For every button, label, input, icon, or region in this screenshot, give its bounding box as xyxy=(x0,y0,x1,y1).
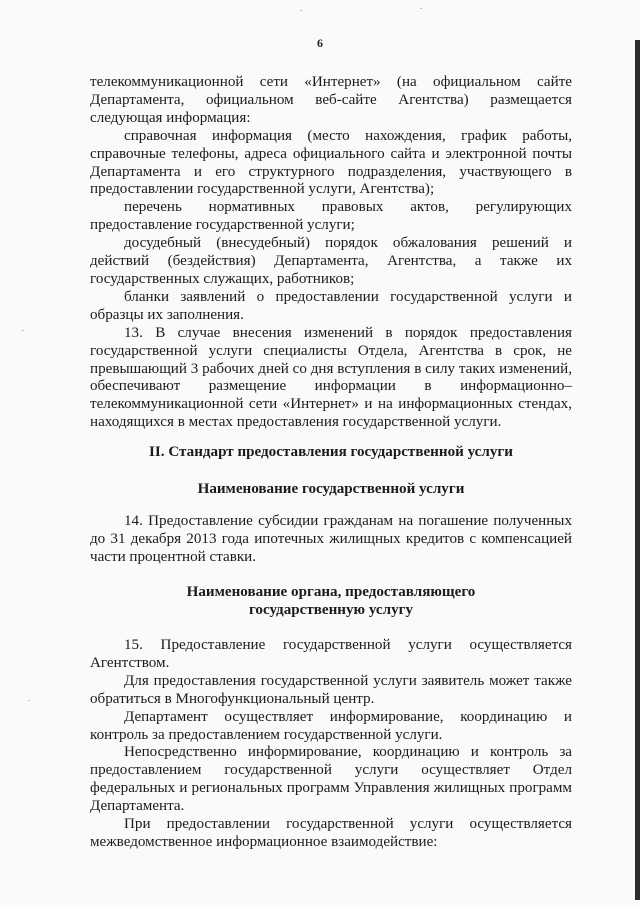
page-number: 6 xyxy=(317,36,323,50)
scan-speck xyxy=(22,330,24,331)
heading-line: Наименование органа, предоставляющего xyxy=(186,584,476,600)
paragraph: бланки заявлений о предоставлении государственной услуги и образцы их заполнения. xyxy=(90,288,572,323)
section-heading: II. Стандарт предоставления государственной услуги xyxy=(149,444,513,460)
heading-line: государственную услугу xyxy=(248,602,414,618)
scan-edge-shadow xyxy=(635,40,640,900)
paragraph: Для предоставления государственной услуги заявитель может также обратиться в Многофункциональный центр. xyxy=(90,672,572,707)
paragraph: 14. Предоставление субсидии гражданам на погашение полученных до 31 декабря 2013 года ипотечных жилищных кредитов с компенсацией части процентной ставки. xyxy=(90,513,572,565)
body-block-3 xyxy=(90,637,572,852)
scan-speck xyxy=(28,700,30,701)
scan-speck xyxy=(420,8,422,9)
subsection-heading xyxy=(90,583,572,619)
paragraph: справочная информация (место нахождения, график работы, справочные телефоны, адреса официального сайта и электронной почты Департамента и его структурного подразделения, участвующего в предоставлении государственной услуги, Агентства); xyxy=(90,127,572,198)
paragraph: перечень нормативных правовых актов, регулирующих предоставление государственной услуги; xyxy=(90,199,572,234)
body-block-1 xyxy=(90,74,572,432)
paragraph: Департамент осуществляет информирование, координацию и контроль за предоставлением государственной услуги. xyxy=(90,708,572,743)
paragraph: 15. Предоставление государственной услуги осуществляется Агентством. xyxy=(90,637,572,671)
paragraph: 13. В случае внесения изменений в порядок предоставления государственной услуги специалисты Отдела, Агентства в срок, не превышающий 3 рабочих дней со дня вступления в силу таких изменений, обеспечивают размещение информации в информационно–телекоммуникационной сети «Интернет» и на информационных стендах, находящихся в местах предоставления государственной услуги. xyxy=(90,324,572,431)
paragraph: При предоставлении государственной услуги осуществляется межведомственное информационное взаимодействие: xyxy=(90,816,572,850)
subsection-heading: Наименование государственной услуги xyxy=(197,481,465,497)
paragraph: телекоммуникационной сети «Интернет» (на официальном сайте Департамента, официальном веб-сайте Агентства) размещается следующая информация: xyxy=(90,74,572,126)
scan-speck xyxy=(300,10,302,11)
body-block-2 xyxy=(90,513,572,567)
paragraph: досудебный (внесудебный) порядок обжалования решений и действий (бездействия) Департамента, Агентства, а также их государственных служащих, работников; xyxy=(90,235,572,287)
paragraph: Непосредственно информирование, координацию и контроль за предоставлением государственной услуги осуществляет Отдел федеральных и региональных программ Управления жилищных программ Департамента. xyxy=(90,744,572,815)
